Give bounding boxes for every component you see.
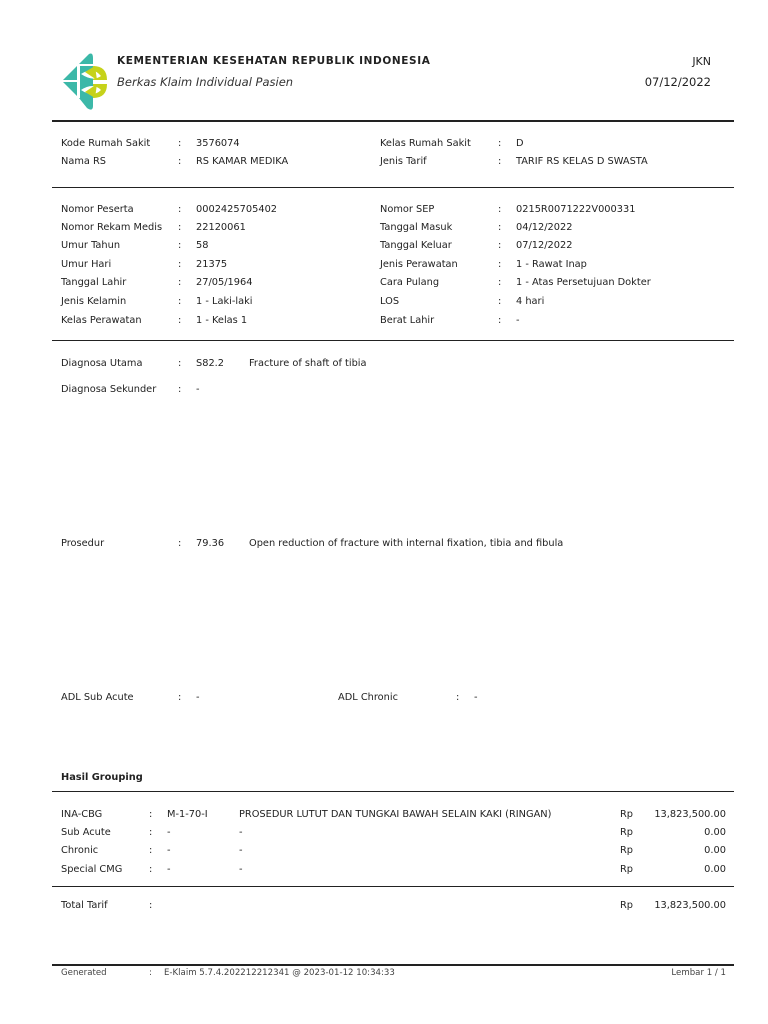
colon: : (178, 204, 182, 215)
total-tarif-label: Total Tarif (61, 900, 108, 911)
kode-rs-value: 3576074 (196, 138, 240, 149)
patient-label: Jenis Perawatan (380, 259, 458, 270)
patient-label: Cara Pulang (380, 277, 440, 288)
grouping-divider (52, 791, 734, 792)
grouping-row-amount: 0.00 (704, 827, 726, 838)
grouping-title: Hasil Grouping (61, 772, 143, 783)
grouping-row-currency: Rp (620, 827, 634, 838)
diagnosa-utama-label: Diagnosa Utama (61, 358, 143, 369)
program-label: JKN (692, 55, 711, 68)
grouping-row-currency: Rp (620, 845, 634, 856)
colon: : (178, 156, 182, 167)
jenis-tarif-value: TARIF RS KELAS D SWASTA (516, 156, 648, 167)
kode-rs-label: Kode Rumah Sakit (61, 138, 151, 149)
colon: : (178, 222, 182, 233)
nama-rs-label: Nama RS (61, 156, 107, 167)
grouping-row-code: M-1-70-I (167, 809, 208, 820)
colon: : (178, 315, 182, 326)
colon: : (178, 138, 182, 149)
grouping-row-label: Special CMG (61, 864, 123, 875)
diagnosa-sekunder-label: Diagnosa Sekunder (61, 384, 157, 395)
colon: : (498, 138, 502, 149)
patient-label: Jenis Kelamin (61, 296, 127, 307)
colon: : (498, 204, 502, 215)
colon: : (178, 277, 182, 288)
patient-label: Nomor Rekam Medis (61, 222, 163, 233)
colon: : (178, 384, 182, 395)
colon: : (498, 315, 502, 326)
kelas-perawatan-value: 1 - Kelas 1 (196, 315, 248, 326)
nomor-peserta-value: 0002425705402 (196, 204, 278, 215)
nomor-sep-value: 0215R0071222V000331 (516, 204, 636, 215)
colon: : (498, 222, 502, 233)
header-divider (52, 120, 734, 122)
colon: : (178, 692, 182, 703)
patient-label: Tanggal Lahir (61, 277, 127, 288)
grouping-row-code: - (167, 864, 171, 875)
colon: : (178, 296, 182, 307)
total-tarif-amount: 13,823,500.00 (654, 900, 726, 911)
colon: : (149, 845, 153, 856)
total-divider (52, 886, 734, 887)
jenis-perawatan-value: 1 - Rawat Inap (516, 259, 587, 270)
grouping-row-desc: - (239, 864, 243, 875)
colon: : (456, 692, 460, 703)
generated-value: E-Klaim 5.7.4.202212212341 @ 2023-01-12 10:34:33 (164, 968, 395, 978)
diagnosa-utama-code: S82.2 (196, 358, 225, 369)
grouping-row-label: Sub Acute (61, 827, 111, 838)
grouping-row-amount: 0.00 (704, 845, 726, 856)
adl-chronic-label: ADL Chronic (338, 692, 398, 703)
cara-pulang-value: 1 - Atas Persetujuan Dokter (516, 277, 651, 288)
tanggal-masuk-value: 04/12/2022 (516, 222, 573, 233)
kemenkes-logo-icon (55, 52, 111, 112)
grouping-row-amount: 13,823,500.00 (654, 809, 726, 820)
organization-name: KEMENTERIAN KESEHATAN REPUBLIK INDONESIA (117, 55, 431, 67)
grouping-row-label: Chronic (61, 845, 99, 856)
kelas-rs-value: D (516, 138, 524, 149)
umur-tahun-value: 58 (196, 240, 209, 251)
colon: : (498, 259, 502, 270)
document-subtitle: Berkas Klaim Individual Pasien (117, 75, 294, 89)
los-value: 4 hari (516, 296, 545, 307)
colon: : (178, 538, 182, 549)
colon: : (178, 240, 182, 251)
diagnosa-utama-desc: Fracture of shaft of tibia (249, 358, 367, 369)
patient-label: Nomor SEP (380, 204, 435, 215)
berat-lahir-value: - (516, 315, 520, 326)
colon: : (149, 968, 152, 978)
grouping-row-currency: Rp (620, 809, 634, 820)
adl-sub-acute-label: ADL Sub Acute (61, 692, 134, 703)
grouping-row-amount: 0.00 (704, 864, 726, 875)
umur-hari-value: 21375 (196, 259, 228, 270)
grouping-row-currency: Rp (620, 864, 634, 875)
colon: : (178, 259, 182, 270)
total-tarif-currency: Rp (620, 900, 634, 911)
patient-label: Umur Hari (61, 259, 112, 270)
jenis-kelamin-value: 1 - Laki-laki (196, 296, 253, 307)
grouping-row-label: INA-CBG (61, 809, 103, 820)
prosedur-label: Prosedur (61, 538, 105, 549)
grouping-row-desc: PROSEDUR LUTUT DAN TUNGKAI BAWAH SELAIN KAKI (RINGAN) (239, 809, 552, 820)
patient-label: Nomor Peserta (61, 204, 134, 215)
footer-divider (52, 964, 734, 966)
patient-label: LOS (380, 296, 400, 307)
colon: : (149, 900, 153, 911)
colon: : (498, 240, 502, 251)
grouping-row-code: - (167, 827, 171, 838)
colon: : (498, 277, 502, 288)
colon: : (498, 156, 502, 167)
patient-label: Tanggal Masuk (380, 222, 453, 233)
patient-label: Umur Tahun (61, 240, 121, 251)
adl-chronic-value: - (474, 692, 478, 703)
page-number: Lembar 1 / 1 (671, 968, 726, 978)
colon: : (178, 358, 182, 369)
kelas-rs-label: Kelas Rumah Sakit (380, 138, 471, 149)
colon: : (149, 864, 153, 875)
jenis-tarif-label: Jenis Tarif (380, 156, 427, 167)
colon: : (149, 809, 153, 820)
generated-label: Generated (61, 968, 107, 978)
nama-rs-value: RS KAMAR MEDIKA (196, 156, 289, 167)
colon: : (498, 296, 502, 307)
prosedur-desc: Open reduction of fracture with internal fixation, tibia and fibula (249, 538, 564, 549)
prosedur-code: 79.36 (196, 538, 225, 549)
tanggal-lahir-value: 27/05/1964 (196, 277, 253, 288)
section-divider (52, 187, 734, 188)
tanggal-keluar-value: 07/12/2022 (516, 240, 573, 251)
section-divider (52, 340, 734, 341)
grouping-row-desc: - (239, 827, 243, 838)
colon: : (149, 827, 153, 838)
grouping-row-code: - (167, 845, 171, 856)
patient-label: Kelas Perawatan (61, 315, 142, 326)
document-date: 07/12/2022 (644, 75, 711, 89)
diagnosa-sekunder-value: - (196, 384, 200, 395)
grouping-row-desc: - (239, 845, 243, 856)
patient-label: Tanggal Keluar (380, 240, 452, 251)
nomor-rekam-medis-value: 22120061 (196, 222, 246, 233)
adl-sub-acute-value: - (196, 692, 200, 703)
patient-label: Berat Lahir (380, 315, 435, 326)
